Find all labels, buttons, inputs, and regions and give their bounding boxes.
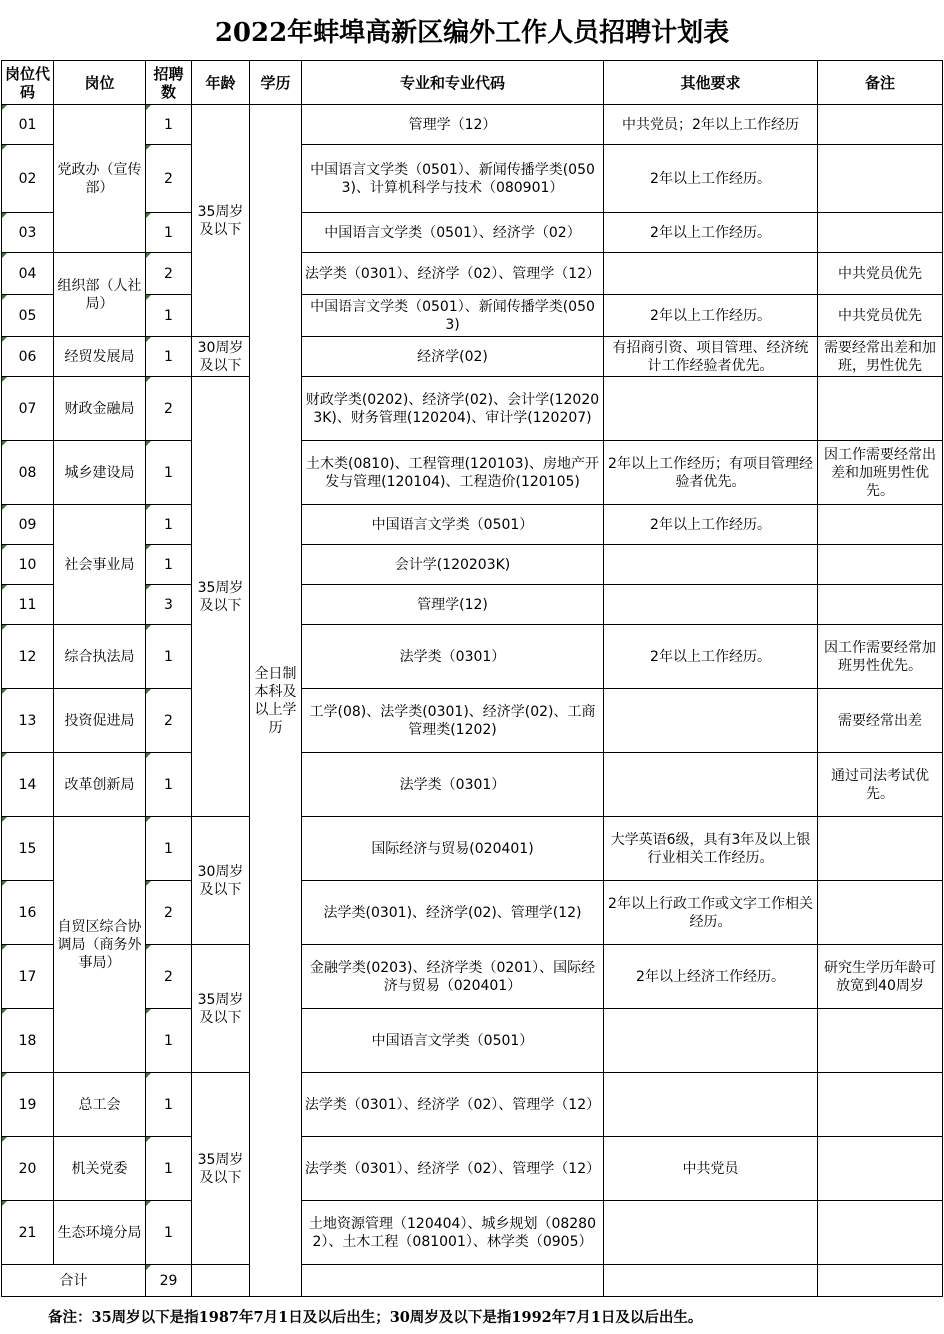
table-row: [2, 689, 944, 753]
row-code-text: 19: [18, 1096, 37, 1113]
row-count-text: 1: [164, 840, 173, 857]
dept-cell: 自贸区综合协调局（商务外事局）: [54, 817, 146, 1073]
header-code: 岗位代码: [2, 61, 54, 105]
other-cell: 有招商引资、项目管理、经济统计工作经验者优先。: [604, 337, 818, 377]
remark-cell: [818, 585, 943, 625]
header-other: 其他要求: [604, 61, 818, 105]
row-code: [2, 1137, 54, 1201]
other-cell: 中共党员；2年以上工作经历: [604, 105, 818, 145]
row-count-text: 2: [164, 904, 173, 921]
row-count-text: 3: [164, 596, 173, 613]
row-count: [146, 295, 192, 337]
row-code: [2, 213, 54, 253]
row-code-text: 08: [18, 464, 37, 481]
row-count-text: 1: [164, 1032, 173, 1049]
header-age: 年龄: [192, 61, 250, 105]
row-code-text: 16: [18, 904, 37, 921]
row-code-text: 20: [18, 1160, 37, 1177]
other-cell: [604, 545, 818, 585]
row-count-text: 1: [164, 224, 173, 241]
row-count: [146, 337, 192, 377]
major-cell: 中国语言文学类（0501）、新闻传播学类(0503): [302, 295, 604, 337]
major-cell: 国际经济与贸易(020401): [302, 817, 604, 881]
major-cell: 土木类(0810)、工程管理(120103)、房地产开发与管理(120104)、工程造价(120105): [302, 441, 604, 505]
dept-cell: 综合执法局: [54, 625, 146, 689]
row-code-text: 09: [18, 516, 37, 533]
major-cell: 中国语言文学类（0501）: [302, 505, 604, 545]
age-cell: 30周岁及以下: [192, 817, 250, 945]
row-code-text: 04: [18, 265, 37, 282]
row-code: [2, 585, 54, 625]
dept-cell: 党政办（宣传部）: [54, 105, 146, 253]
remark-cell: [818, 1201, 943, 1265]
total-empty-cell: [604, 1265, 818, 1297]
major-cell: 法学类（0301）: [302, 753, 604, 817]
row-count: [146, 145, 192, 213]
row-code-text: 13: [18, 712, 37, 729]
row-code: [2, 1201, 54, 1265]
other-cell: [604, 585, 818, 625]
major-cell: 中国语言文学类（0501）、新闻传播学类(0503)、计算机科学与技术（080901）: [302, 145, 604, 213]
header-major: 专业和专业代码: [302, 61, 604, 105]
total-empty-cell: [192, 1265, 250, 1297]
other-cell: 2年以上行政工作或文字工作相关经历。: [604, 881, 818, 945]
major-cell: 法学类（0301）、经济学（02）、管理学（12）: [302, 1073, 604, 1137]
other-cell: [604, 1201, 818, 1265]
row-count-text: 2: [164, 712, 173, 729]
row-code: [2, 441, 54, 505]
major-cell: 管理学（12）: [302, 105, 604, 145]
row-count: [146, 377, 192, 441]
table-row: [2, 253, 944, 295]
age-cell: 35周岁及以下: [192, 945, 250, 1073]
table-row: [2, 105, 944, 145]
dept-cell: 生态环境分局: [54, 1201, 146, 1265]
remark-cell: [818, 505, 943, 545]
other-cell: 2年以上工作经历。: [604, 213, 818, 253]
age-cell: 30周岁及以下: [192, 337, 250, 377]
total-count: [146, 1265, 192, 1297]
remark-cell: 因工作需要经常出差和加班男性优先。: [818, 441, 943, 505]
row-code: [2, 625, 54, 689]
row-code: [2, 817, 54, 881]
remark-cell: [818, 1009, 943, 1073]
remark-cell: [818, 1137, 943, 1201]
row-count: [146, 1009, 192, 1073]
major-cell: 中国语言文学类（0501）、经济学（02）: [302, 213, 604, 253]
total-row: [2, 1265, 944, 1297]
header-row: [2, 61, 944, 105]
table-row: [2, 441, 944, 505]
table-row: [2, 1201, 944, 1265]
table-row: [2, 1137, 944, 1201]
other-cell: [604, 753, 818, 817]
table-row: [2, 753, 944, 817]
header-count: 招聘数: [146, 61, 192, 105]
major-cell: 法学类（0301）、经济学（02）、管理学（12）: [302, 253, 604, 295]
row-code-text: 07: [18, 400, 37, 417]
row-count-text: 1: [164, 1096, 173, 1113]
row-count-text: 1: [164, 1160, 173, 1177]
row-count: [146, 253, 192, 295]
row-code-text: 18: [18, 1032, 37, 1049]
row-code: [2, 295, 54, 337]
row-code-text: 05: [18, 307, 37, 324]
dept-cell: 财政金融局: [54, 377, 146, 441]
row-code-text: 10: [18, 556, 37, 573]
row-count-text: 1: [164, 516, 173, 533]
remark-cell: [818, 377, 943, 441]
major-cell: 法学类（0301）: [302, 625, 604, 689]
row-count: [146, 1073, 192, 1137]
header-remark: 备注: [818, 61, 943, 105]
dept-cell: 社会事业局: [54, 505, 146, 625]
row-code: [2, 505, 54, 545]
dept-cell: 机关党委: [54, 1137, 146, 1201]
major-cell: 法学类（0301）、经济学（02）、管理学（12）: [302, 1137, 604, 1201]
total-empty-cell: [818, 1265, 943, 1297]
other-cell: [604, 689, 818, 753]
row-code: [2, 1009, 54, 1073]
row-code-text: 11: [18, 596, 37, 613]
row-count: [146, 545, 192, 585]
remark-cell: [818, 545, 943, 585]
major-cell: 土地资源管理（120404）、城乡规划（082802）、土木工程（081001）、林学类（0905）: [302, 1201, 604, 1265]
other-cell: 2年以上工作经历。: [604, 145, 818, 213]
education-cell: 全日制本科及以上学历: [250, 105, 302, 1297]
row-count: [146, 441, 192, 505]
row-code-text: 15: [18, 840, 37, 857]
remark-cell: [818, 145, 943, 213]
major-cell: 会计学(120203K): [302, 545, 604, 585]
dept-cell: 投资促进局: [54, 689, 146, 753]
age-cell: 35周岁及以下: [192, 377, 250, 817]
row-code-text: 14: [18, 776, 37, 793]
row-code-text: 02: [18, 170, 37, 187]
major-cell: 管理学(12): [302, 585, 604, 625]
remark-cell: 中共党员优先: [818, 295, 943, 337]
remark-cell: [818, 213, 943, 253]
row-code: [2, 753, 54, 817]
row-count: [146, 105, 192, 145]
row-count-text: 2: [164, 265, 173, 282]
row-count-text: 1: [164, 1224, 173, 1241]
footnote: 备注：35周岁以下是指1987年7月1日及以后出生；30周岁及以下是指1992年7月1日及以后出生。: [48, 1308, 703, 1326]
remark-cell: 通过司法考试优先。: [818, 753, 943, 817]
row-code: [2, 945, 54, 1009]
remark-cell: [818, 1073, 943, 1137]
table-row: [2, 1073, 944, 1137]
other-cell: 2年以上工作经历。: [604, 625, 818, 689]
table-row: [2, 377, 944, 441]
remark-cell: 研究生学历年龄可放宽到40周岁: [818, 945, 943, 1009]
major-cell: 金融学类(0203)、经济学类（0201）、国际经济与贸易（020401）: [302, 945, 604, 1009]
major-cell: 经济学(02): [302, 337, 604, 377]
row-code-text: 12: [18, 648, 37, 665]
page-title: 2022年蚌埠高新区编外工作人员招聘计划表: [214, 17, 730, 48]
row-count-text: 1: [164, 348, 173, 365]
other-cell: [604, 253, 818, 295]
header-education: 学历: [250, 61, 302, 105]
row-code-text: 03: [18, 224, 37, 241]
total-label: 合计: [2, 1265, 146, 1297]
row-code-text: 21: [18, 1224, 37, 1241]
major-cell: 财政学类(0202)、经济学(02)、会计学(120203K)、财务管理(120204)、审计学(120207): [302, 377, 604, 441]
table-row: [2, 625, 944, 689]
dept-cell: 总工会: [54, 1073, 146, 1137]
row-count-text: 2: [164, 400, 173, 417]
row-code-text: 06: [18, 348, 37, 365]
recruitment-table: [1, 60, 944, 1297]
row-code-text: 17: [18, 968, 37, 985]
row-count-text: 2: [164, 170, 173, 187]
row-count-text: 1: [164, 464, 173, 481]
row-count-text: 1: [164, 307, 173, 324]
other-cell: [604, 1009, 818, 1073]
remark-cell: 需要经常出差和加班，男性优先: [818, 337, 943, 377]
row-count: [146, 1137, 192, 1201]
row-count-text: 1: [164, 556, 173, 573]
remark-cell: [818, 881, 943, 945]
row-code-text: 01: [18, 116, 37, 133]
remark-cell: [818, 105, 943, 145]
row-count-text: 1: [164, 648, 173, 665]
row-count: [146, 945, 192, 1009]
row-count: [146, 881, 192, 945]
table-row: [2, 817, 944, 881]
row-code: [2, 377, 54, 441]
dept-cell: 城乡建设局: [54, 441, 146, 505]
row-count: [146, 1201, 192, 1265]
dept-cell: 经贸发展局: [54, 337, 146, 377]
remark-cell: 因工作需要经常加班男性优先。: [818, 625, 943, 689]
row-code: [2, 1073, 54, 1137]
other-cell: 2年以上工作经历。: [604, 505, 818, 545]
total-empty-cell: [302, 1265, 604, 1297]
age-cell: 35周岁及以下: [192, 105, 250, 337]
row-count: [146, 689, 192, 753]
row-count-text: 1: [164, 776, 173, 793]
age-cell: 35周岁及以下: [192, 1073, 250, 1265]
row-code: [2, 881, 54, 945]
row-code: [2, 689, 54, 753]
major-cell: 法学类(0301)、经济学(02)、管理学(12): [302, 881, 604, 945]
row-count: [146, 505, 192, 545]
row-count: [146, 585, 192, 625]
row-count-text: 1: [164, 116, 173, 133]
row-code: [2, 253, 54, 295]
table-row: [2, 505, 944, 545]
other-cell: 中共党员: [604, 1137, 818, 1201]
other-cell: 2年以上工作经历；有项目管理经验者优先。: [604, 441, 818, 505]
other-cell: 2年以上经济工作经历。: [604, 945, 818, 1009]
major-cell: 工学(08)、法学类(0301)、经济学(02)、工商管理类(1202): [302, 689, 604, 753]
row-count-text: 2: [164, 968, 173, 985]
row-code: [2, 337, 54, 377]
remark-cell: 中共党员优先: [818, 253, 943, 295]
remark-cell: [818, 817, 943, 881]
table-row: [2, 337, 944, 377]
major-cell: 中国语言文学类（0501）: [302, 1009, 604, 1073]
remark-cell: 需要经常出差: [818, 689, 943, 753]
row-count: [146, 817, 192, 881]
dept-cell: 改革创新局: [54, 753, 146, 817]
row-code: [2, 105, 54, 145]
other-cell: [604, 1073, 818, 1137]
row-code: [2, 545, 54, 585]
other-cell: [604, 377, 818, 441]
row-count: [146, 625, 192, 689]
dept-cell: 组织部（人社局）: [54, 253, 146, 337]
row-count: [146, 213, 192, 253]
other-cell: 大学英语6级，具有3年及以上银行业相关工作经历。: [604, 817, 818, 881]
header-position: 岗位: [54, 61, 146, 105]
row-count: [146, 753, 192, 817]
row-code: [2, 145, 54, 213]
total-count-text: 29: [159, 1272, 178, 1289]
other-cell: 2年以上工作经历。: [604, 295, 818, 337]
